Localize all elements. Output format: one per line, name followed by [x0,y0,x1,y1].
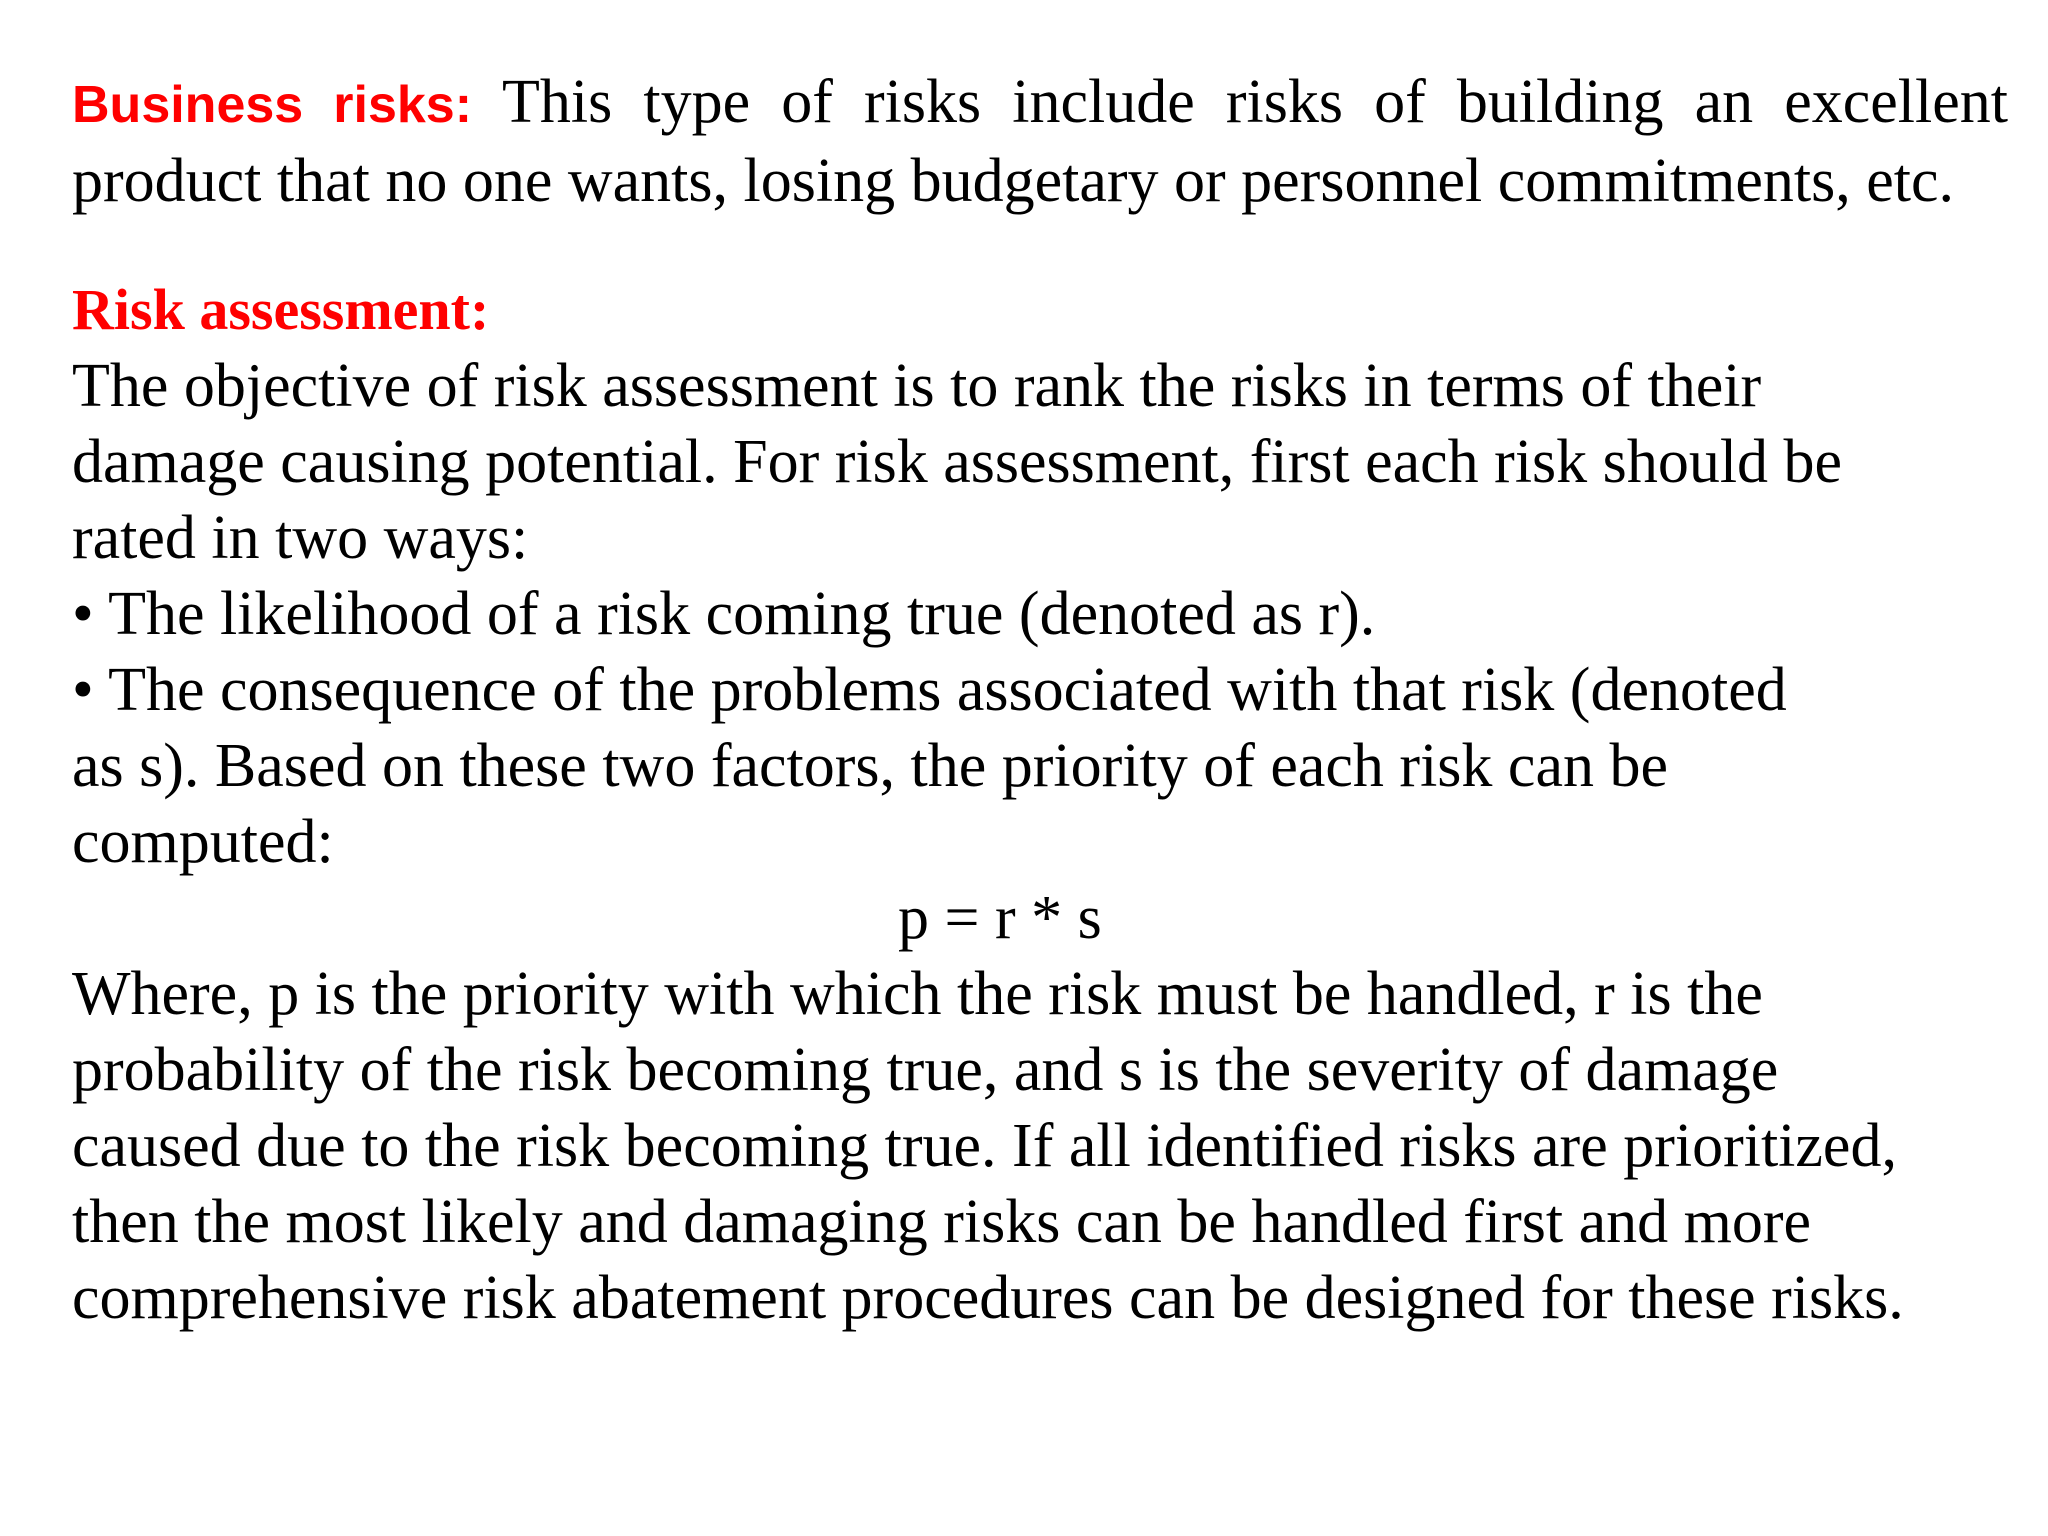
explanation-line: probability of the risk becoming true, and s is the severity of damage [72,1036,1779,1104]
explanation-line: then the most likely and damaging risks can be handled first and more [72,1188,1811,1256]
intro-line: The objective of risk assessment is to rank the risks in terms of their [72,352,1762,420]
intro-line: damage causing potential. For risk assessment, first each risk should be [72,428,1843,496]
business-risks-text: This type of risks include risks of building an excellent product that no one wants, losing budgetary or personnel commitments, etc. [72,68,2008,215]
explanation-line: comprehensive risk abatement procedures can be designed for these risks. [72,1264,1904,1332]
explanation-line: Where, p is the priority with which the risk must be handled, r is the [72,960,1763,1028]
bullet-item-consequence: • The consequence of the problems associated with that risk (denoted [72,656,1787,724]
continuation-line: as s). Based on these two factors, the priority of each risk can be [72,732,1668,800]
continuation-line: computed: [72,808,334,876]
business-risks-heading: Business risks: [72,76,473,134]
risk-assessment-section [72,272,2008,1336]
risk-assessment-heading: Risk assessment: [72,277,490,342]
bullet-item-likelihood: • The likelihood of a risk coming true (denoted as r). [72,580,1376,648]
intro-line: rated in two ways: [72,504,529,572]
explanation-line: caused due to the risk becoming true. If all identified risks are prioritized, [72,1112,1897,1180]
priority-formula: p = r * s [898,884,1102,952]
business-risks-paragraph [72,64,2008,219]
